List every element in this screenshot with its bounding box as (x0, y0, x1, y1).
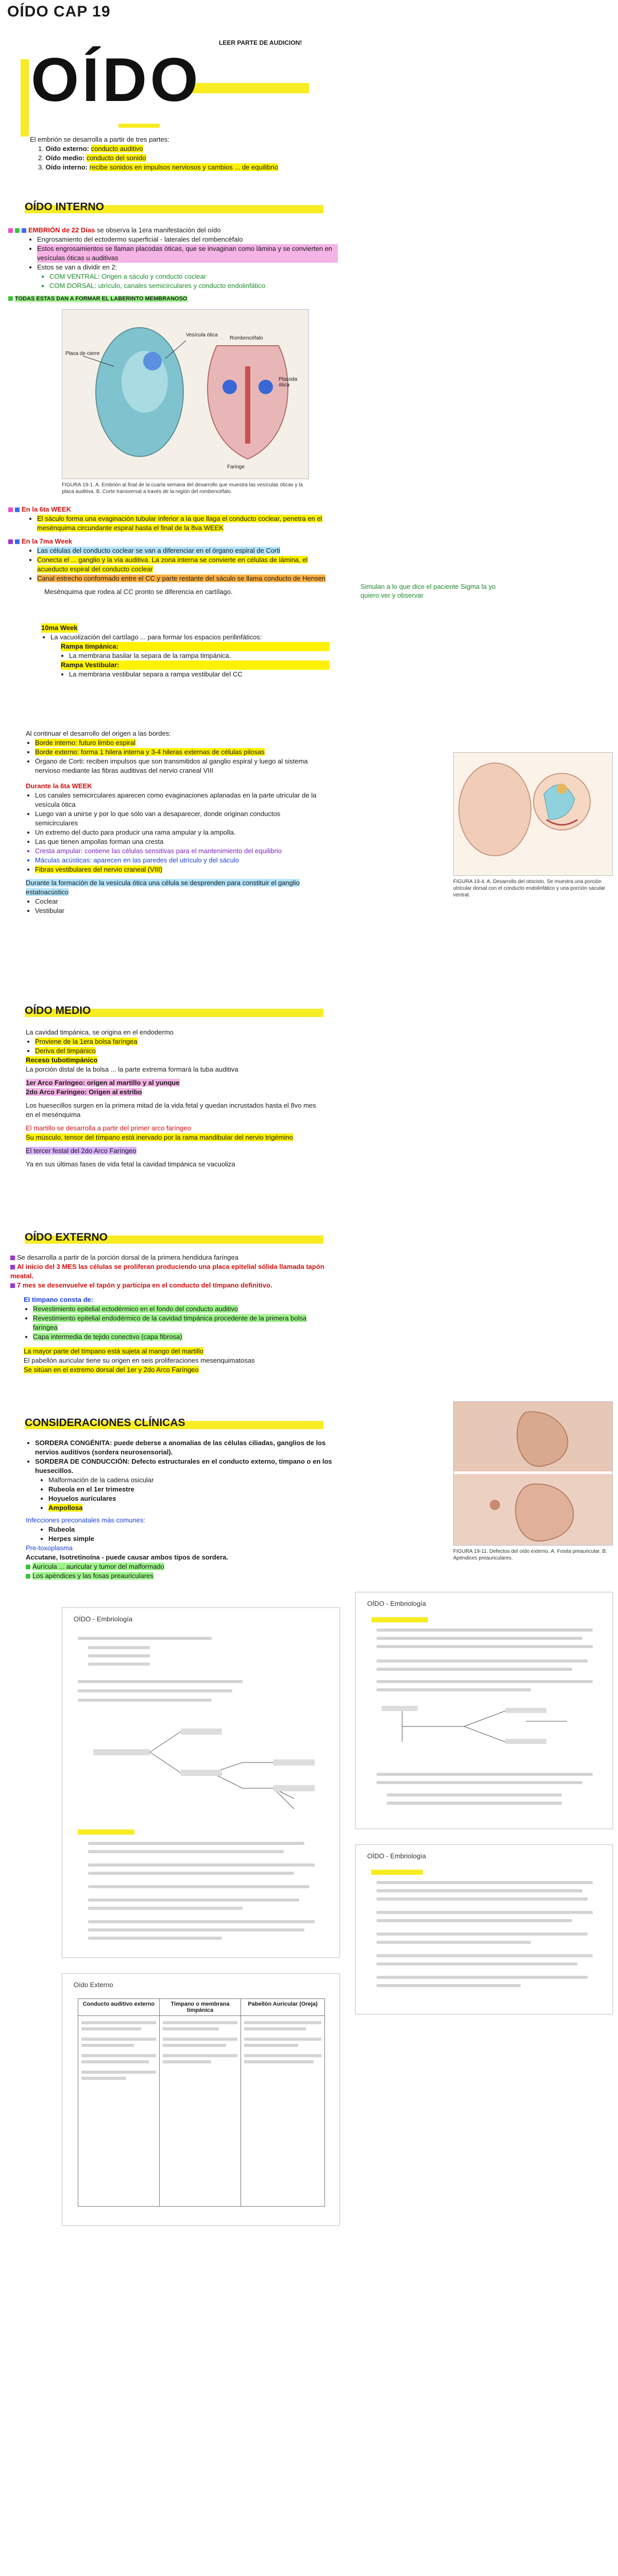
note-line: El tímpano consta de: (24, 1296, 94, 1303)
ear-photo-illustration (454, 1402, 613, 1546)
read-note: LEER PARTE DE AUDICION! (219, 39, 302, 46)
note-line: • Proviene de la 1era bolsa faríngea (35, 1037, 324, 1046)
note-line: • Capa intermedia de tejido conectivo (capa fibrosa) (33, 1332, 330, 1342)
note-line: Rampa Vestibular: (61, 660, 330, 670)
note-line: EMBRIÓN de 22 Días se observa la 1era manifestación del oído (8, 226, 338, 235)
middle-block (26, 729, 319, 916)
sixth-week-title: Durante la 6ta WEEK (26, 782, 92, 790)
note-line: • Canal estrecho conformado entre el CC y parte restante del sáculo se llama conducto de Hensen (37, 574, 338, 583)
note-line: • Luego van a unirse y por lo que sólo van a desaparecer, donde originan conductos semicirculares (35, 809, 319, 828)
figure-caption: FIGURA 19-1. A. Embrión al final de la cuarta semana del desarrollo que muestra las vesículas óticas y la placa auditiva. B. Corte transversal a través de la región del rombencéfalo. (62, 482, 303, 495)
yellow-highlight-stroke (185, 83, 309, 93)
table-header: Tímpano o membrana timpánica (160, 1999, 241, 2016)
note-line: • Fibras vestibulares del nervio craneal (VIII) (35, 865, 319, 874)
side-note: Simulan a lo que dice el paciente Sigma la yo quiero ver y observar (360, 583, 496, 599)
notebook-page (62, 1973, 340, 2226)
note-line: Se sitúan en el extremo dorsal del 1er y 2do Arco Faríngeo (24, 1366, 199, 1374)
table-cell (241, 2016, 325, 2207)
figure-caption: FIGURA 19-11. Defectos del oído externo. A. Fosita preauricular. B. Apéndices preauriculares. (453, 1549, 607, 1561)
note-line: • Conecta el ... ganglio y la vía auditiva. La zona interna se convierte en células de lámina, el acueducto espiral del conducto coclear (37, 555, 338, 574)
week-label: En la 7ma Week (8, 537, 338, 546)
note-line: Rampa timpánica: (61, 642, 330, 651)
notebook-table (78, 1998, 325, 2207)
note-line: 2do Arco Faríngeo: Origen al estribo (26, 1088, 142, 1096)
chapter-title: OÍDO CAP 19 (7, 3, 111, 20)
note-line: • Un extremo del ducto para producir una rama ampular y la ampolla. (35, 828, 319, 837)
figure-label: Rombencéfalo (230, 335, 263, 341)
section-title-oido-externo: OÍDO EXTERNO (25, 1231, 108, 1243)
section-title-clinicas: CONSIDERACIONES CLÍNICAS (25, 1417, 185, 1429)
note-line: • Estos engrosamientos se llaman placodas óticas, que se invaginan como lámina y se convierten en vesículas óticas u auditivas (37, 244, 338, 263)
table-cell (78, 2016, 160, 2207)
intro-lead: El embrión se desarrolla a partir de tres partes: (30, 135, 169, 143)
note-line: Al inicio del 3 MES las células se proliferan produciendo una placa epitelial sólida llamada tapón meatal. (10, 1263, 324, 1280)
note-line: Ya en sus últimas fases de vida fetal la cavidad timpánica se vacuoliza (26, 1160, 235, 1168)
oido-externo-block (10, 1253, 330, 1375)
note-line: • Herpes simple (48, 1534, 335, 1544)
intro-item: 3. Oído interno: recibe sonidos en impulsos nerviosos y cambios ... de equilibrio (38, 163, 279, 171)
note-line: • Máculas acústicas: aparecen en las paredes del utrículo y del sáculo (35, 856, 319, 865)
week6-block (8, 505, 338, 597)
notebook-page-title: OÍDO - Embriología (367, 1600, 426, 1607)
note-line: • La membrana vestibular separa a rampa vestibular del CC (69, 670, 330, 679)
section-title-oido-interno: OÍDO INTERNO (25, 201, 105, 213)
note-line: • SORDERA CONGÉNITA: puede deberse a anomalías de las células ciliadas, ganglios de los nervios auditivos (sordera neurosensorial). (35, 1438, 335, 1457)
note-line: 1er Arco Faríngeo: origen al martillo y al yunque (26, 1079, 180, 1087)
notebook-page (355, 1592, 613, 1829)
notebook-page-title: OÍDO - Embriología (74, 1615, 133, 1623)
note-line: • Las células del conducto coclear se van a diferenciar en el órgano espiral de Corti (37, 546, 338, 555)
intro-item: 1. Oído externo: conducto auditivo (38, 145, 143, 152)
figure-label: Placa de cierre (65, 351, 100, 357)
otocyst-illustration (454, 753, 613, 876)
figure-ear-defects (453, 1401, 613, 1546)
note-line: Los huesecillos surgen en la primera mitad de la vida fetal y quedan incrustados hasta el 8vo mes en el mesénquima (26, 1101, 316, 1118)
note-line: Durante la formación de la vesícula ótica una célula se desprenden para constituir el ganglio estatoacústico (26, 879, 300, 896)
note-line: • La membrana basilar la separa de la rampa timpánica. (69, 651, 330, 660)
note-line: • Las que tienen ampollas forman una cresta (35, 837, 319, 846)
note-line: • Revestimiento epitelial endodérmico de la cavidad timpánica procedente de la primera bolsa faríngea (33, 1314, 330, 1332)
note-line: • Los canales semicirculares aparecen como evaginaciones aplanadas en la parte utricular de la vesícula ótica (35, 791, 319, 809)
figure-embryo-otic (62, 309, 309, 479)
note-line: El tercer festal del 2do Arco Faríngeo (26, 1147, 136, 1155)
note-line: • Rubeola en el 1er trimestre (48, 1485, 335, 1494)
figure-label: Vesícula ótica (186, 332, 218, 338)
note-line: La cavidad timpánica, se origina en el endodermo (26, 1028, 174, 1036)
note-line: Mesénquima que rodea al CC pronto se diferencia en cartílago. (44, 588, 233, 596)
notebook-page (355, 1844, 613, 2014)
note-line: • Coclear (35, 897, 319, 906)
note-line: • Ampollosa (48, 1503, 335, 1513)
note-line: • Engrosamiento del ectodermo superficial - laterales del rombencéfalo (37, 235, 338, 244)
big-title-block (21, 45, 309, 131)
tenth-week-block (41, 623, 330, 679)
note-line: • Revestimiento epitelial ectodérmico en el fondo del conducto auditivo (33, 1304, 330, 1314)
yellow-highlight-stroke (21, 59, 29, 137)
note-line: • La vacuolización del cartílago ... para formar los espacios perilinfáticos: (50, 633, 330, 642)
note-line: Pre-toxoplasma (26, 1544, 73, 1552)
note-line: • Cresta ampular: contiene las células sensitivas para el mantenimiento del equilibrio (35, 846, 319, 856)
figure-label: Faringe (227, 464, 245, 470)
note-line: • Borde interno: futuro limbo espiral (35, 738, 319, 748)
note-line: • COM VENTRAL: Origen a sáculo y conducto coclear (49, 272, 338, 281)
note-line: • Deriva del timpánico (35, 1046, 324, 1056)
note-line: Al continuar el desarrollo del origen a las bordes: (26, 730, 171, 737)
intro-item: 2. Oído medio: conducto del sonido (38, 154, 146, 162)
notebook-page-title: Oído Externo (74, 1981, 113, 1989)
note-line: • Vestibular (35, 906, 319, 916)
note-line: 7 mes se desenvuelve el tapón y participa en el conducto del tímpano definitivo. (10, 1281, 330, 1290)
note-line: El martillo se desarrolla a partir del primer arco faríngeo (26, 1124, 191, 1132)
note-line: El pabellón auricular tiene su origen en seis proliferaciones mesenquimatosas (24, 1357, 255, 1364)
note-line: Aurícula ... auricular y tumor del malformado (26, 1562, 335, 1571)
note-line: • El sáculo forma una evaginación tubular inferior a la que llaga el conducto coclear, penetra en el mesénquima circundante espiral hasta el final de la 8va WEEK (37, 514, 338, 533)
clinicas-block (26, 1438, 335, 1581)
note-line: Receso tubotimpánico (26, 1056, 98, 1064)
note-line: Infecciones preconatales más comunes: (26, 1516, 145, 1524)
note-line: • Borde externo: forma 1 hilera interna y 3-4 hileras externas de células pilosas (35, 748, 319, 757)
table-cell (160, 2016, 241, 2207)
figure-otocyst (453, 752, 613, 876)
table-header: Conducto auditivo externo (78, 1999, 160, 2016)
note-line: • COM DORSAL: utrículo, canales semicirculares y conducto endolinfático (49, 281, 338, 291)
intro-block (30, 135, 318, 172)
table-header: Pabellón Auricular (Oreja) (241, 1999, 325, 2016)
big-title: OÍDO (31, 45, 201, 114)
note-line: • SORDERA DE CONDUCCIÓN: Defecto estructurales en el conducto externo, tímpano o en los huesecillos. (35, 1457, 335, 1476)
figure-caption: FIGURA 19-4. A. Desarrollo del otocisto. Se muestra una porción utricular dorsal con el conducto endolinfático y una porción sacular ventral. (453, 879, 606, 898)
week-label: En la 6ta WEEK (8, 505, 338, 514)
figure-label: Placoda ótica (279, 377, 298, 388)
note-line: • Rubeola (48, 1525, 335, 1534)
note-line: • Hoyuelos auriculares (48, 1494, 335, 1503)
notebook-diagram (78, 1711, 325, 1819)
notebook-diagram (371, 1701, 598, 1762)
section-title-oido-medio: OÍDO MEDIO (25, 1005, 91, 1016)
oido-interno-notes (8, 226, 338, 303)
notebook-page-title: OÍDO - Embriología (367, 1852, 426, 1860)
note-line: La porción distal de la bolsa ... la parte extrema formará la tuba auditiva (26, 1065, 238, 1073)
note-line: Los apéndices y las fosas preauriculares (26, 1571, 335, 1581)
note-line: Su músculo, tensor del tímpano está inervado por la rama mandibular del nervio trigémino (26, 1133, 293, 1141)
oido-medio-block (26, 1028, 324, 1169)
note-line: • Malformación de la cadena osicular (48, 1476, 335, 1485)
tenth-week-title: 10ma Week (41, 624, 78, 632)
note-line: La mayor parte del tímpano está sujeta al mango del martillo (24, 1347, 204, 1355)
green-banner: TODAS ESTAS DAN A FORMAR EL LABERINTO MEMBRANOSO (8, 294, 338, 303)
yellow-highlight-stroke (118, 124, 160, 128)
note-line: Se desarrolla a partir de la porción dorsal de la primera hendidura faríngea (10, 1253, 330, 1262)
note-line: • Órgano de Corti: reciben impulsos que son transmitidos al ganglio espiral y luego al sistema nervioso mediante las fibras auditivas del nervio craneal VIII (35, 757, 319, 775)
notebook-page (62, 1607, 340, 1958)
note-line: Accutane, Isotretinoína - puede causar ambos tipos de sordera. (26, 1553, 228, 1561)
note-line: • Estos se van a dividir en 2: (37, 263, 338, 272)
